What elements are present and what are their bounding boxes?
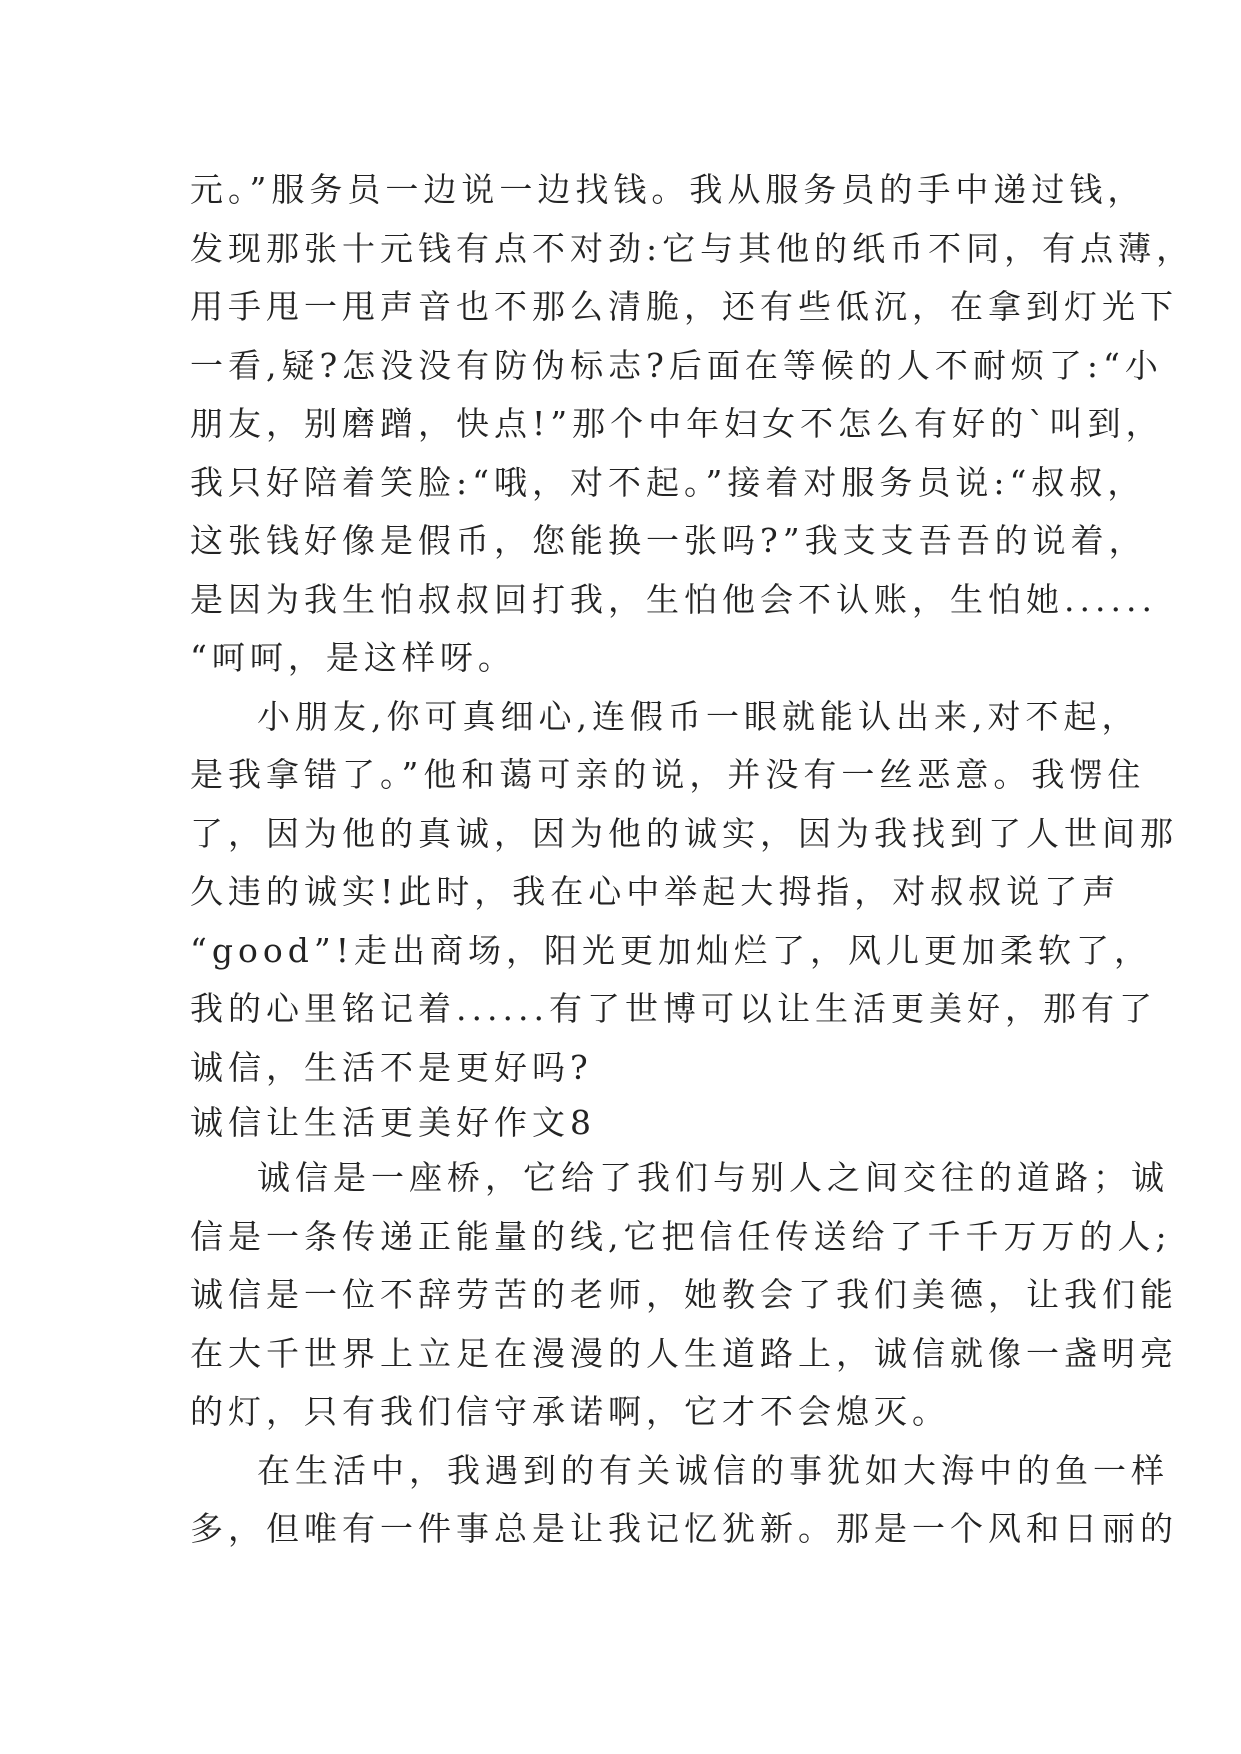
essay-title: 诚信让生活更美好作文8 <box>190 1103 596 1142</box>
text-line: 我只好陪着笑脸:“哦，对不起。”接着对服务员说:“叔叔， <box>190 462 1146 502</box>
text-line: 的灯，只有我们信守承诺啊，它才不会熄灭。 <box>190 1392 950 1431</box>
text-line: 元。”服务员一边说一边找钱。我从服务员的手中递过钱， <box>190 170 1146 209</box>
text-line: “呵呵，是这样呀。 <box>190 638 516 677</box>
paragraph <box>190 161 1195 688</box>
text-line: 发现那张十元钱有点不对劲:它与其他的纸币不同，有点薄， <box>190 228 1195 268</box>
text-line: 信是一条传递正能量的线,它把信任传送给了千千万万的人; <box>190 1216 1172 1256</box>
text-line: 了，因为他的真诚，因为他的诚实，因为我找到了人世间那 <box>190 813 1178 853</box>
text-line: 小朋友,你可真细心,连假币一眼就能认出来,对不起， <box>257 696 1140 736</box>
text-line: 是因为我生怕叔叔回打我，生怕他会不认账，生怕她...... <box>190 579 1157 619</box>
text-line: 多，但唯有一件事总是让我记忆犹新。那是一个风和日丽的 <box>190 1509 1178 1548</box>
document-page <box>190 161 1195 1559</box>
paragraph <box>190 1442 1178 1559</box>
text-line: 诚信是一座桥，它给了我们与别人之间交往的道路；诚 <box>257 1158 1169 1197</box>
text-line: “good”!走出商场，阳光更加灿烂了，风儿更加柔软了， <box>190 930 1152 970</box>
text-line: 用手甩一甩声音也不那么清脆，还有些低沉，在拿到灯光下 <box>190 287 1178 326</box>
text-line: 诚信，生活不是更好吗? <box>190 1047 593 1087</box>
text-line: 在大千世界上立足在漫漫的人生道路上，诚信就像一盏明亮 <box>190 1333 1178 1373</box>
paragraph <box>190 688 1178 1098</box>
text-line: 在生活中，我遇到的有关诚信的事犹如大海中的鱼一样 <box>257 1450 1169 1490</box>
paragraph <box>190 1149 1178 1442</box>
text-line: 久违的诚实!此时，我在心中举起大拇指，对叔叔说了声 <box>190 872 1121 911</box>
text-line: 是我拿错了。”他和蔼可亲的说，并没有一丝恶意。我愣住 <box>190 755 1146 794</box>
text-line: 这张钱好像是假币，您能换一张吗?”我支支吾吾的说着， <box>190 521 1147 560</box>
text-line: 朋友，别磨蹭，快点!”那个中年妇女不怎么有好的`叫到， <box>190 404 1164 443</box>
text-line: 我的心里铭记着......有了世博可以让生活更美好，那有了 <box>190 989 1157 1028</box>
text-line: 诚信是一位不辞劳苦的老师，她教会了我们美德，让我们能 <box>190 1275 1178 1314</box>
text-line: 一看,疑?怎没没有防伪标志?后面在等候的人不耐烦了:“小 <box>190 345 1163 385</box>
